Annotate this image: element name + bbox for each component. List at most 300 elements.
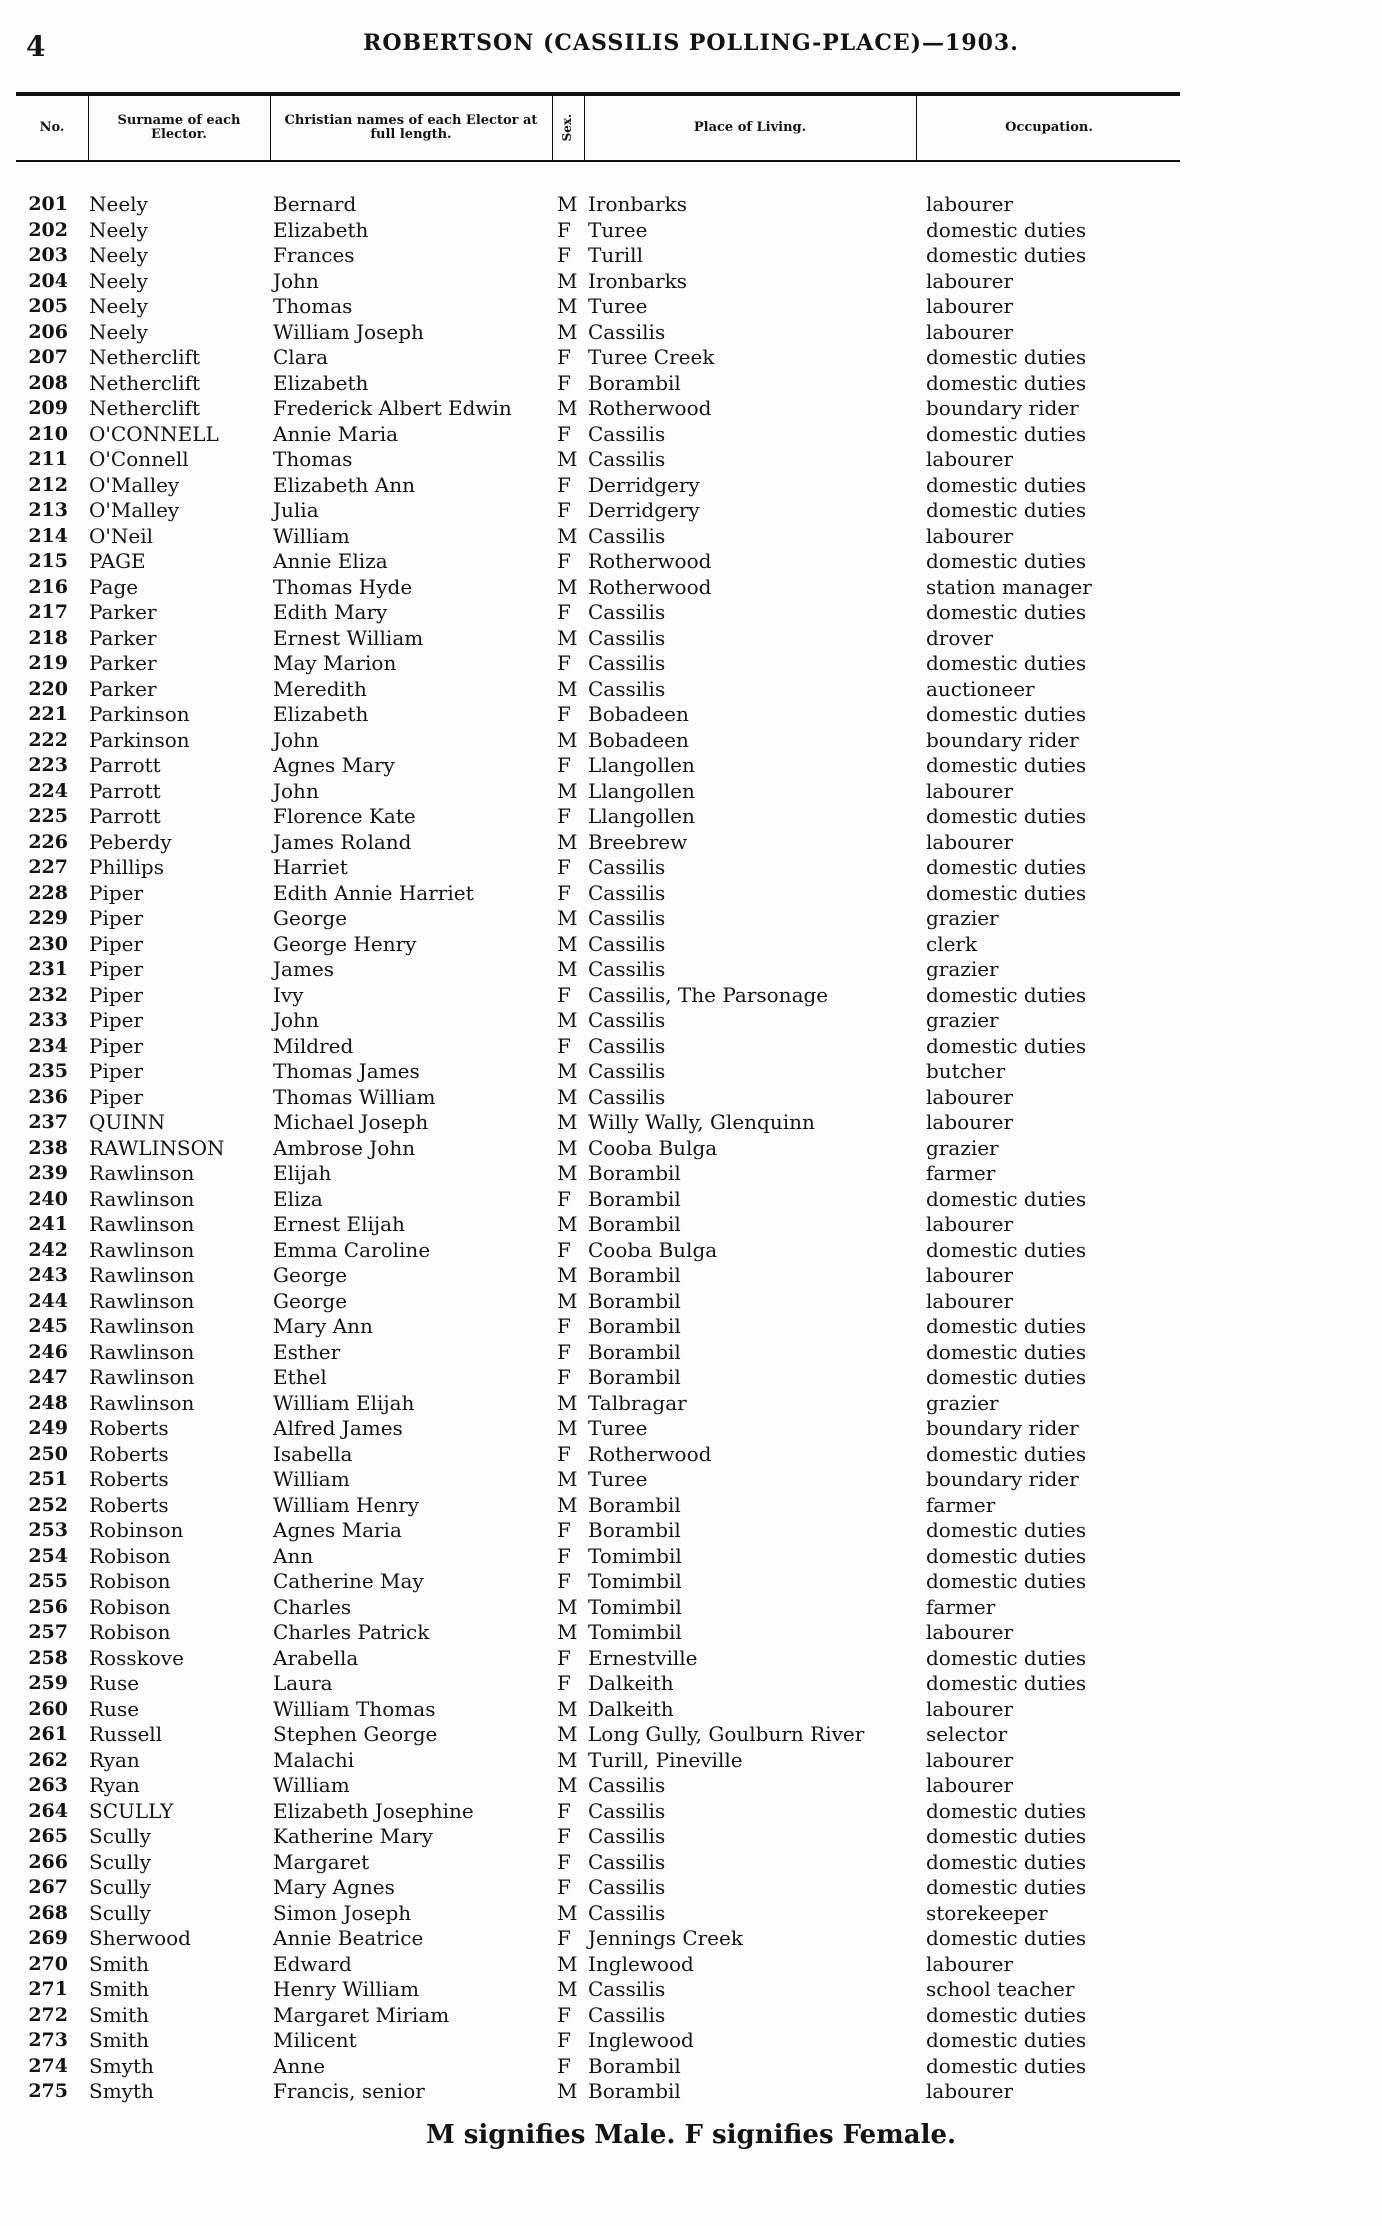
elector-number: 205 <box>28 295 68 317</box>
table-row <box>0 1161 1382 1187</box>
elector-christian-names: Meredith <box>273 676 367 701</box>
elector-surname: Netherclift <box>89 370 201 395</box>
table-row <box>0 1034 1382 1060</box>
elector-number: 203 <box>28 244 68 266</box>
elector-number: 213 <box>28 499 68 521</box>
table-row <box>0 1008 1382 1034</box>
elector-occupation: domestic duties <box>926 880 1087 905</box>
elector-occupation: domestic duties <box>926 1314 1087 1338</box>
elector-place: Inglewood <box>588 1951 694 1976</box>
elector-christian-names: Ernest William <box>273 625 424 650</box>
elector-number: 239 <box>28 1162 68 1184</box>
elector-place: Cooba Bulga <box>588 1237 718 1262</box>
elector-occupation: grazier <box>926 906 999 930</box>
elector-place: Rotherwood <box>588 549 712 573</box>
elector-place: Cassilis <box>588 676 666 701</box>
elector-number: 237 <box>28 1111 68 1133</box>
elector-surname: Piper <box>89 1084 144 1109</box>
elector-surname: Rawlinson <box>89 1212 195 1236</box>
elector-occupation: school teacher <box>926 1977 1075 2001</box>
table-row <box>0 728 1382 754</box>
table-row <box>0 983 1382 1009</box>
elector-christian-names: Frederick Albert Edwin <box>273 396 512 420</box>
elector-surname: Scully <box>89 1900 151 1925</box>
elector-occupation: domestic duties <box>926 1875 1087 1899</box>
page-number: 4 <box>26 30 46 63</box>
elector-place: Cassilis <box>588 957 666 981</box>
elector-sex: M <box>557 1390 578 1415</box>
elector-surname: Piper <box>89 957 144 981</box>
elector-christian-names: Thomas Hyde <box>273 574 413 599</box>
elector-place: Borambil <box>588 1314 681 1338</box>
elector-place: Borambil <box>588 2053 681 2078</box>
elector-place: Cassilis <box>588 855 666 879</box>
elector-sex: M <box>557 1951 578 1976</box>
table-row <box>0 1085 1382 1111</box>
elector-christian-names: Elizabeth <box>273 702 369 726</box>
elector-place: Cassilis, The Parsonage <box>588 982 829 1007</box>
elector-number: 224 <box>28 779 68 802</box>
elector-number: 253 <box>28 1519 68 1541</box>
elector-occupation: domestic duties <box>926 345 1087 369</box>
elector-number: 225 <box>28 805 68 827</box>
elector-sex: M <box>557 1492 578 1517</box>
elector-surname: Rawlinson <box>89 1390 195 1415</box>
elector-christian-names: William Henry <box>273 1492 420 1517</box>
elector-sex: F <box>557 1543 571 1568</box>
elector-surname: Parrott <box>89 804 161 828</box>
elector-surname: Scully <box>89 1875 151 1899</box>
elector-christian-names: Anne <box>273 2053 326 2078</box>
elector-place: Cassilis <box>588 1773 666 1797</box>
elector-place: Rotherwood <box>588 574 712 599</box>
elector-occupation: domestic duties <box>926 472 1087 497</box>
elector-sex: M <box>557 1416 578 1440</box>
elector-sex: M <box>557 1008 578 1032</box>
elector-sex: M <box>557 1620 578 1644</box>
elector-surname: Rawlinson <box>89 1263 195 1287</box>
elector-occupation: domestic duties <box>926 1186 1087 1211</box>
table-row <box>0 1110 1382 1136</box>
elector-christian-names: Bernard <box>273 192 357 216</box>
elector-christian-names: Elizabeth <box>273 370 369 395</box>
elector-surname: Ruse <box>89 1696 140 1721</box>
elector-christian-names: Thomas <box>273 294 353 318</box>
elector-occupation: domestic duties <box>926 1518 1087 1542</box>
elector-christian-names: James <box>273 957 335 981</box>
elector-occupation: labourer <box>926 1747 1014 1772</box>
elector-place: Cassilis <box>588 1008 666 1032</box>
elector-christian-names: John <box>273 778 319 803</box>
elector-occupation: labourer <box>926 778 1014 803</box>
elector-christian-names: George <box>273 1288 348 1313</box>
table-row <box>0 1569 1382 1595</box>
elector-sex: F <box>557 855 571 879</box>
elector-sex: M <box>557 829 578 854</box>
elector-christian-names: Ambrose John <box>273 1135 416 1160</box>
elector-surname: Robinson <box>89 1518 184 1542</box>
table-row <box>0 524 1382 550</box>
column-divider <box>270 96 271 160</box>
elector-surname: Rawlinson <box>89 1237 195 1262</box>
elector-sex: M <box>557 1135 578 1160</box>
elector-sex: F <box>557 472 571 497</box>
elector-place: Ironbarks <box>588 192 688 216</box>
elector-number: 220 <box>28 677 68 700</box>
column-header-occupation: Occupation. <box>1005 119 1093 135</box>
elector-christian-names: Harriet <box>273 855 348 879</box>
elector-occupation: domestic duties <box>926 1339 1087 1364</box>
table-row <box>0 804 1382 830</box>
elector-sex: F <box>557 1569 571 1593</box>
elector-sex: M <box>557 778 578 803</box>
elector-place: Cassilis <box>588 931 666 956</box>
elector-place: Borambil <box>588 1212 681 1236</box>
elector-place: Dalkeith <box>588 1671 674 1695</box>
elector-number: 204 <box>28 269 68 292</box>
elector-surname: Robison <box>89 1569 171 1593</box>
table-row <box>0 269 1382 295</box>
table-row <box>0 1952 1382 1978</box>
elector-occupation: labourer <box>926 268 1014 293</box>
elector-occupation: grazier <box>926 957 999 981</box>
elector-surname: Rawlinson <box>89 1161 195 1185</box>
elector-number: 252 <box>28 1493 68 1516</box>
elector-place: Derridgery <box>588 472 700 497</box>
elector-sex: F <box>557 1314 571 1338</box>
elector-christian-names: Katherine Mary <box>273 1824 433 1848</box>
table-row <box>0 626 1382 652</box>
elector-place: Turee Creek <box>588 345 715 369</box>
elector-number: 212 <box>28 473 68 496</box>
elector-place: Borambil <box>588 1263 681 1287</box>
elector-sex: M <box>557 1594 578 1619</box>
table-row <box>0 575 1382 601</box>
table-row <box>0 677 1382 703</box>
elector-surname: RAWLINSON <box>89 1135 225 1160</box>
elector-occupation: labourer <box>926 192 1014 216</box>
elector-christian-names: John <box>273 1008 319 1032</box>
elector-sex: M <box>557 625 578 650</box>
elector-christian-names: James Roland <box>273 829 412 854</box>
table-row <box>0 320 1382 346</box>
elector-surname: Roberts <box>89 1441 169 1466</box>
elector-number: 216 <box>28 575 68 598</box>
elector-place: Long Gully, Goulburn River <box>588 1722 865 1746</box>
elector-occupation: labourer <box>926 1263 1014 1287</box>
elector-sex: M <box>557 931 578 956</box>
table-row <box>0 830 1382 856</box>
elector-surname: Neely <box>89 192 148 216</box>
elector-number: 228 <box>28 881 68 904</box>
elector-sex: M <box>557 1263 578 1287</box>
elector-christian-names: John <box>273 727 319 752</box>
elector-occupation: domestic duties <box>926 1441 1087 1466</box>
elector-occupation: domestic duties <box>926 1033 1087 1058</box>
elector-place: Tomimbil <box>588 1594 682 1619</box>
elector-number: 246 <box>28 1340 68 1363</box>
header-rule-bottom <box>16 160 1180 162</box>
elector-number: 258 <box>28 1646 68 1669</box>
elector-place: Tomimbil <box>588 1569 682 1593</box>
elector-surname: Sherwood <box>89 1926 191 1950</box>
elector-place: Cassilis <box>588 1798 666 1823</box>
page-title: ROBERTSON (CASSILIS POLLING-PLACE)—1903. <box>363 30 1019 56</box>
elector-sex: F <box>557 2053 571 2078</box>
elector-sex: F <box>557 1033 571 1058</box>
elector-place: Llangollen <box>588 753 695 777</box>
elector-christian-names: Thomas William <box>273 1084 436 1109</box>
column-header-place: Place of Living. <box>693 119 807 135</box>
elector-place: Cassilis <box>588 1977 666 2001</box>
elector-sex: F <box>557 1186 571 1211</box>
elector-number: 254 <box>28 1544 68 1567</box>
elector-sex: M <box>557 319 578 344</box>
elector-number: 208 <box>28 371 68 394</box>
elector-place: Borambil <box>588 1518 681 1542</box>
elector-occupation: labourer <box>926 1951 1014 1976</box>
elector-surname: SCULLY <box>89 1798 174 1823</box>
elector-christian-names: Henry William <box>273 1977 420 2001</box>
elector-surname: Smith <box>89 1951 149 1976</box>
elector-sex: F <box>557 1849 571 1874</box>
elector-surname: O'Malley <box>89 498 180 522</box>
elector-surname: Parker <box>89 600 157 624</box>
elector-surname: Parker <box>89 651 157 675</box>
elector-sex: M <box>557 1110 578 1134</box>
elector-place: Borambil <box>588 1161 681 1185</box>
elector-christian-names: Simon Joseph <box>273 1900 412 1925</box>
elector-place: Cassilis <box>588 421 666 446</box>
elector-christian-names: Isabella <box>273 1441 353 1466</box>
elector-place: Cassilis <box>588 906 666 930</box>
elector-occupation: domestic duties <box>926 600 1087 624</box>
elector-sex: F <box>557 345 571 369</box>
elector-christian-names: William <box>273 1773 350 1797</box>
elector-occupation: selector <box>926 1722 1008 1746</box>
elector-place: Tomimbil <box>588 1543 682 1568</box>
elector-christian-names: Florence Kate <box>273 804 416 828</box>
elector-occupation: domestic duties <box>926 549 1087 573</box>
elector-number: 230 <box>28 932 68 955</box>
elector-sex: M <box>557 1747 578 1772</box>
elector-sex: M <box>557 1084 578 1109</box>
elector-surname: Rawlinson <box>89 1365 195 1389</box>
elector-christian-names: Margaret Miriam <box>273 2002 450 2027</box>
elector-occupation: storekeeper <box>926 1900 1048 1925</box>
elector-sex: F <box>557 1671 571 1695</box>
elector-sex: F <box>557 243 571 267</box>
elector-number: 271 <box>28 1978 68 2000</box>
elector-place: Turee <box>588 294 648 318</box>
elector-number: 222 <box>28 728 68 751</box>
table-row <box>0 218 1382 244</box>
elector-number: 272 <box>28 2003 68 2026</box>
elector-place: Tomimbil <box>588 1620 682 1644</box>
elector-place: Rotherwood <box>588 1441 712 1466</box>
elector-christian-names: Margaret <box>273 1849 370 1874</box>
elector-place: Llangollen <box>588 778 695 803</box>
elector-occupation: labourer <box>926 1212 1014 1236</box>
elector-surname: Smith <box>89 1977 149 2001</box>
elector-occupation: domestic duties <box>926 2028 1087 2052</box>
elector-surname: Piper <box>89 880 144 905</box>
table-row <box>0 498 1382 524</box>
elector-christian-names: Thomas <box>273 447 353 471</box>
elector-occupation: labourer <box>926 1773 1014 1797</box>
elector-sex: M <box>557 957 578 981</box>
elector-surname: PAGE <box>89 549 146 573</box>
elector-occupation: farmer <box>926 1492 996 1517</box>
elector-surname: QUINN <box>89 1110 166 1134</box>
elector-surname: Russell <box>89 1722 163 1746</box>
table-row <box>0 1850 1382 1876</box>
elector-sex: M <box>557 294 578 318</box>
sex-legend: M signifies Male. F signifies Female. <box>425 2120 957 2150</box>
elector-christian-names: Edith Annie Harriet <box>273 880 474 905</box>
elector-sex: F <box>557 1365 571 1389</box>
elector-place: Borambil <box>588 370 681 395</box>
table-row <box>0 2003 1382 2029</box>
column-header-sex <box>553 96 583 160</box>
table-row <box>0 1289 1382 1315</box>
table-row <box>0 2028 1382 2054</box>
elector-sex: F <box>557 1518 571 1542</box>
elector-place: Derridgery <box>588 498 700 522</box>
elector-sex: F <box>557 1926 571 1950</box>
elector-number: 269 <box>28 1927 68 1949</box>
elector-christian-names: Stephen George <box>273 1722 438 1746</box>
elector-number: 263 <box>28 1774 68 1796</box>
elector-sex: F <box>557 2002 571 2027</box>
elector-christian-names: Ernest Elijah <box>273 1212 405 1236</box>
elector-occupation: farmer <box>926 1594 996 1619</box>
elector-sex: F <box>557 880 571 905</box>
elector-christian-names: Eliza <box>273 1186 323 1211</box>
elector-christian-names: May Marion <box>273 651 397 675</box>
elector-surname: Neely <box>89 294 148 318</box>
elector-place: Cassilis <box>588 523 666 548</box>
elector-number: 202 <box>28 218 68 241</box>
elector-sex: M <box>557 906 578 930</box>
elector-number: 267 <box>28 1876 68 1898</box>
elector-sex: M <box>557 1977 578 2001</box>
table-row <box>0 1773 1382 1799</box>
elector-occupation: domestic duties <box>926 1926 1087 1950</box>
elector-occupation: labourer <box>926 1288 1014 1313</box>
elector-list <box>0 192 1382 2105</box>
elector-sex: F <box>557 2028 571 2052</box>
elector-sex: M <box>557 1773 578 1797</box>
elector-sex: M <box>557 2079 578 2103</box>
table-row <box>0 1493 1382 1519</box>
elector-sex: F <box>557 651 571 675</box>
elector-christian-names: Laura <box>273 1671 333 1695</box>
elector-place: Ironbarks <box>588 268 688 293</box>
elector-christian-names: Esther <box>273 1339 341 1364</box>
table-row <box>0 1187 1382 1213</box>
elector-occupation: domestic duties <box>926 1798 1087 1823</box>
elector-place: Borambil <box>588 1186 681 1211</box>
table-row <box>0 1977 1382 2003</box>
elector-number: 238 <box>28 1136 68 1159</box>
elector-sex: F <box>557 1798 571 1823</box>
table-row <box>0 2054 1382 2080</box>
elector-occupation: domestic duties <box>926 1671 1087 1695</box>
elector-surname: Ruse <box>89 1671 140 1695</box>
elector-sex: M <box>557 523 578 548</box>
elector-occupation: labourer <box>926 1620 1014 1644</box>
elector-place: Cassilis <box>588 651 666 675</box>
elector-number: 248 <box>28 1391 68 1414</box>
elector-christian-names: Malachi <box>273 1747 355 1772</box>
elector-occupation: domestic duties <box>926 804 1087 828</box>
elector-occupation: farmer <box>926 1161 996 1185</box>
elector-sex: F <box>557 702 571 726</box>
elector-occupation: domestic duties <box>926 2002 1087 2027</box>
elector-christian-names: George Henry <box>273 931 417 956</box>
elector-number: 249 <box>28 1417 68 1439</box>
elector-occupation: labourer <box>926 1696 1014 1721</box>
table-row <box>0 1646 1382 1672</box>
elector-sex: F <box>557 753 571 777</box>
elector-number: 218 <box>28 626 68 649</box>
table-row <box>0 1136 1382 1162</box>
table-row <box>0 906 1382 932</box>
elector-christian-names: Annie Beatrice <box>273 1926 424 1950</box>
elector-surname: Roberts <box>89 1467 169 1491</box>
elector-place: Inglewood <box>588 2028 694 2052</box>
table-row <box>0 1671 1382 1697</box>
elector-sex: F <box>557 217 571 242</box>
table-row <box>0 855 1382 881</box>
elector-occupation: labourer <box>926 829 1014 854</box>
elector-occupation: butcher <box>926 1059 1006 1083</box>
table-row <box>0 396 1382 422</box>
table-row <box>0 1697 1382 1723</box>
elector-christian-names: Ethel <box>273 1365 327 1389</box>
elector-surname: Page <box>89 574 139 599</box>
elector-number: 262 <box>28 1748 68 1771</box>
elector-place: Cassilis <box>588 1875 666 1899</box>
elector-place: Cassilis <box>588 1900 666 1925</box>
elector-christian-names: Alfred James <box>273 1416 403 1440</box>
sex-header-label: Sex. <box>560 114 575 142</box>
table-row <box>0 549 1382 575</box>
elector-place: Cassilis <box>588 880 666 905</box>
elector-occupation: domestic duties <box>926 1365 1087 1389</box>
elector-place: Cassilis <box>588 2002 666 2027</box>
elector-place: Cassilis <box>588 600 666 624</box>
elector-occupation: domestic duties <box>926 855 1087 879</box>
elector-christian-names: Clara <box>273 345 329 369</box>
elector-place: Cassilis <box>588 1059 666 1083</box>
column-divider <box>916 96 917 160</box>
elector-christian-names: William <box>273 523 350 548</box>
elector-number: 233 <box>28 1009 68 1031</box>
elector-christian-names: Edith Mary <box>273 600 388 624</box>
elector-number: 244 <box>28 1289 68 1312</box>
elector-occupation: boundary rider <box>926 1416 1079 1440</box>
elector-occupation: domestic duties <box>926 370 1087 395</box>
elector-place: Talbragar <box>588 1390 687 1415</box>
elector-surname: Neely <box>89 319 148 344</box>
elector-christian-names: Ann <box>273 1543 314 1568</box>
table-row <box>0 1544 1382 1570</box>
elector-number: 243 <box>28 1264 68 1286</box>
elector-occupation: station manager <box>926 574 1092 599</box>
elector-occupation: domestic duties <box>926 1237 1087 1262</box>
